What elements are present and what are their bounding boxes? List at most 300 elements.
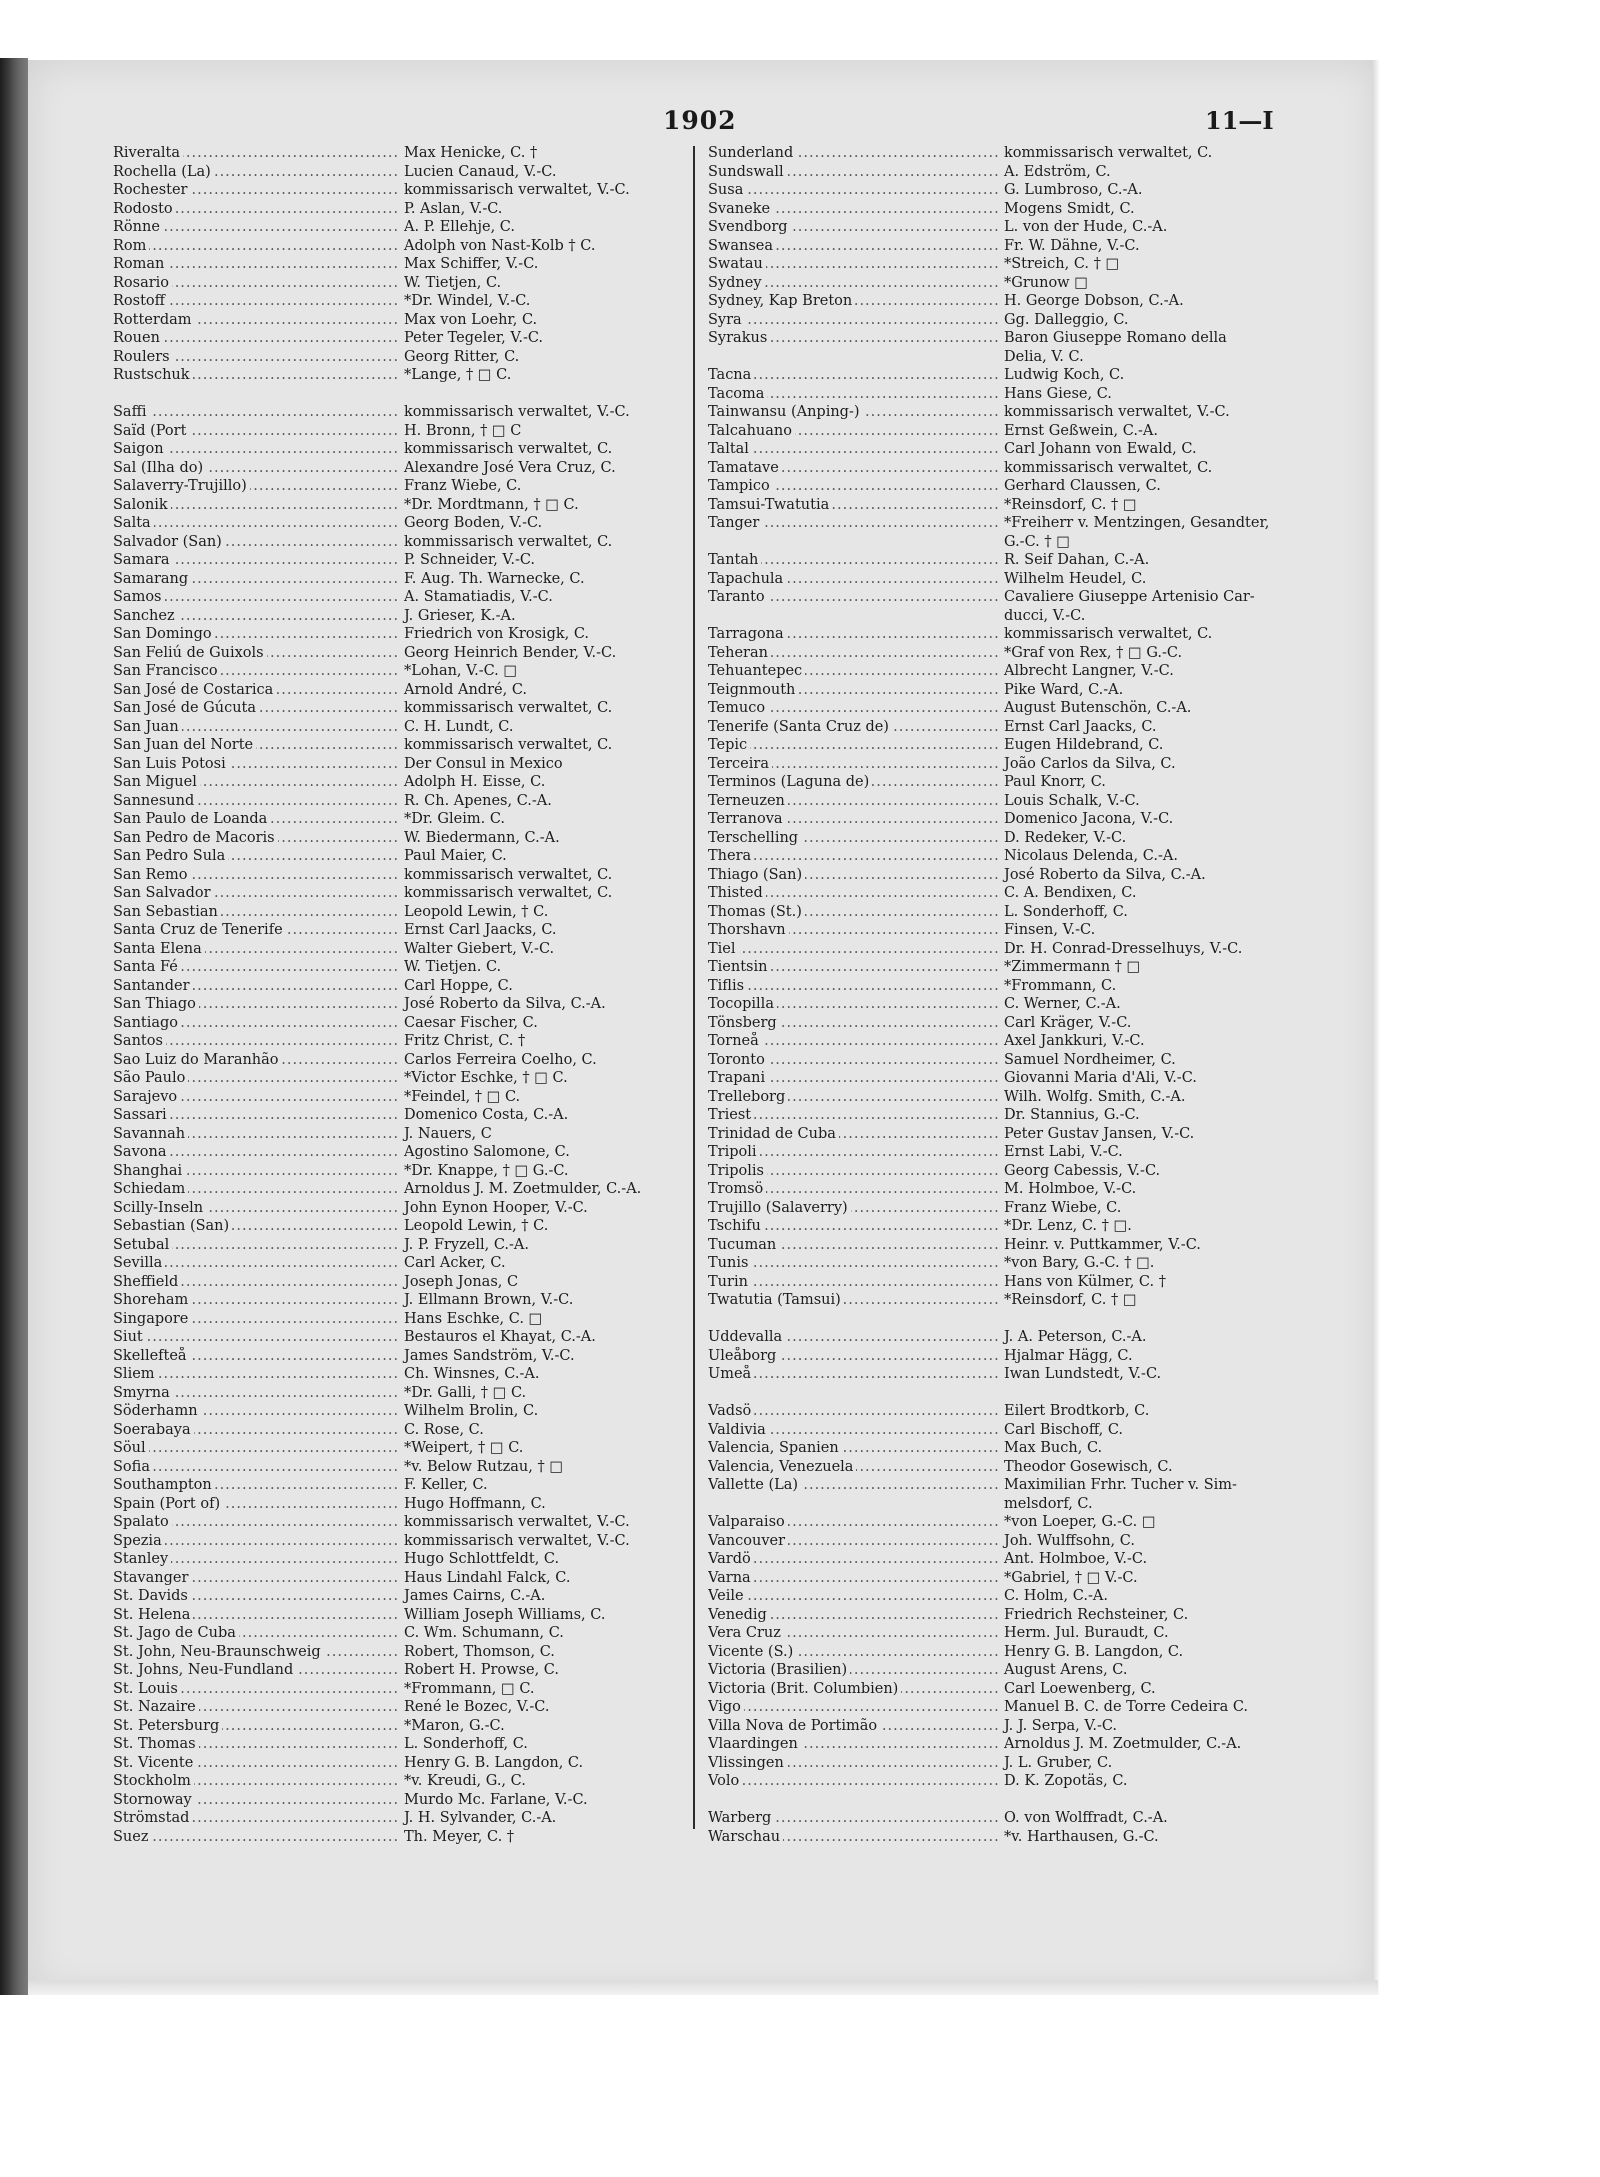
entry-consul: Caesar Fischer, C. bbox=[404, 1014, 538, 1031]
entry-place-text: Sal (Ilha do) bbox=[113, 460, 206, 476]
entry-place-text: Tamatave bbox=[708, 460, 782, 476]
entry-place bbox=[708, 274, 1000, 293]
entry-consul: Bestauros el Khayat, C.-A. bbox=[404, 1329, 596, 1345]
entry-place bbox=[708, 496, 1000, 515]
entry-place-text: Soerabaya bbox=[113, 1422, 194, 1438]
directory-entry bbox=[708, 1809, 1308, 1828]
directory-entry bbox=[708, 755, 1308, 774]
entry-consul: J. Ellmann Brown, V.-C. bbox=[404, 1292, 574, 1308]
directory-entry bbox=[708, 1236, 1308, 1255]
directory-entry bbox=[113, 311, 683, 330]
entry-place-text: Twatutia (Tamsui) bbox=[708, 1292, 844, 1308]
directory-entry bbox=[708, 1735, 1308, 1754]
entry-consul: Alexandre José Vera Cruz, C. bbox=[404, 459, 616, 476]
entry-place-text: Valdivia bbox=[708, 1422, 769, 1438]
entry-consul: Robert, Thomson, C. bbox=[404, 1643, 555, 1660]
directory-entry bbox=[708, 1439, 1308, 1458]
directory-entry bbox=[113, 1402, 683, 1421]
entry-place bbox=[113, 1606, 400, 1625]
directory-entry bbox=[113, 1088, 683, 1107]
directory-entry bbox=[113, 977, 683, 996]
entry-place-text: Tainwansu (Anping-) bbox=[708, 404, 863, 420]
directory-entry bbox=[708, 1014, 1308, 1033]
directory-entry bbox=[113, 1754, 683, 1773]
directory-entry bbox=[113, 1069, 683, 1088]
entry-consul: Manuel B. C. de Torre Cedeira C. bbox=[1004, 1699, 1249, 1715]
entry-place bbox=[113, 884, 400, 903]
entry-place bbox=[113, 1772, 400, 1791]
entry-place-text: Terneuzen bbox=[708, 793, 788, 809]
entry-place-text: Turin bbox=[708, 1274, 751, 1290]
entry-consul: C. Holm, C.-A. bbox=[1004, 1588, 1108, 1604]
directory-entry bbox=[708, 607, 1308, 626]
directory-entry bbox=[113, 866, 683, 885]
entry-consul: J. J. Serpa, V.-C. bbox=[1004, 1717, 1118, 1734]
entry-consul bbox=[1000, 1384, 1308, 1403]
entry-place bbox=[113, 1791, 400, 1810]
entry-place-text: Savona bbox=[113, 1144, 169, 1160]
entry-consul: melsdorf, C. bbox=[1004, 1495, 1093, 1512]
entry-place bbox=[708, 422, 1000, 441]
entry-consul: Franz Wiebe, C. bbox=[1004, 1199, 1122, 1216]
entry-place bbox=[708, 1051, 1000, 1070]
entry-consul: Giovanni Maria d'Ali, V.-C. bbox=[1004, 1070, 1197, 1086]
entry-place-text: Santa Cruz de Tenerife bbox=[113, 922, 286, 938]
entry-place bbox=[708, 1476, 1000, 1495]
entry-place bbox=[113, 1180, 400, 1199]
entry-place bbox=[708, 1106, 1000, 1125]
entry-place bbox=[113, 810, 400, 829]
entry-place bbox=[113, 422, 400, 441]
entry-place bbox=[708, 514, 1000, 533]
entry-consul: *Reinsdorf, C. † □ bbox=[1004, 496, 1137, 513]
directory-entry bbox=[708, 440, 1308, 459]
entry-place-text: Syra bbox=[708, 312, 745, 328]
directory-entry bbox=[708, 1643, 1308, 1662]
entry-consul: Agostino Salomone, C. bbox=[404, 1144, 570, 1160]
entry-place bbox=[113, 847, 400, 866]
directory-entry bbox=[708, 1143, 1308, 1162]
entry-place-text: St. Davids bbox=[113, 1588, 191, 1604]
entry-place-text: Warberg bbox=[708, 1810, 774, 1826]
entry-consul: J. H. Sylvander, C.-A. bbox=[404, 1810, 557, 1826]
entry-consul: P. Aslan, V.-C. bbox=[404, 200, 503, 217]
directory-entry bbox=[708, 200, 1308, 219]
directory-entry bbox=[708, 1754, 1308, 1773]
directory-entry bbox=[708, 903, 1308, 922]
entry-place bbox=[113, 995, 400, 1014]
entry-consul: F. Keller, C. bbox=[404, 1477, 488, 1493]
entry-place-text: San Francisco bbox=[113, 663, 221, 679]
left-column bbox=[113, 144, 683, 1846]
entry-consul: J. Grieser, K.-A. bbox=[404, 607, 516, 624]
entry-consul: Cavaliere Giuseppe Artenisio Car- bbox=[1004, 589, 1255, 605]
entry-place bbox=[113, 1513, 400, 1532]
directory-entry bbox=[113, 1476, 683, 1495]
entry-place bbox=[708, 1328, 1000, 1347]
directory-entry bbox=[113, 607, 683, 626]
entry-place bbox=[708, 1698, 1000, 1717]
directory-entry bbox=[708, 1365, 1308, 1384]
entry-place bbox=[708, 1199, 1000, 1218]
entry-place-text: Tiel bbox=[708, 941, 739, 957]
entry-place-text: Skellefteå bbox=[113, 1348, 190, 1364]
entry-place-text: Santander bbox=[113, 978, 193, 994]
entry-place bbox=[113, 403, 400, 422]
entry-place bbox=[708, 1365, 1000, 1384]
entry-consul: L. Sonderhoff, C. bbox=[404, 1736, 528, 1752]
entry-consul: Lucien Canaud, V.-C. bbox=[404, 163, 557, 180]
entry-place bbox=[113, 292, 400, 311]
entry-place bbox=[708, 699, 1000, 718]
entry-place-text: Tunis bbox=[708, 1255, 751, 1271]
entry-consul: Arnoldus J. M. Zoetmulder, C.-A. bbox=[1004, 1736, 1242, 1752]
directory-entry bbox=[113, 755, 683, 774]
directory-entry bbox=[708, 940, 1308, 959]
entry-consul: John Eynon Hooper, V.-C. bbox=[404, 1199, 588, 1216]
entry-place-text: São Paulo bbox=[113, 1070, 188, 1086]
entry-place-text: Sanchez bbox=[113, 608, 178, 624]
entry-consul: *Maron, G.-C. bbox=[404, 1717, 505, 1734]
entry-place-text: Uleåborg bbox=[708, 1348, 779, 1364]
entry-place bbox=[708, 1458, 1000, 1477]
entry-consul: José Roberto da Silva, C.-A. bbox=[1004, 866, 1206, 883]
entry-place bbox=[708, 1088, 1000, 1107]
entry-place bbox=[113, 1217, 400, 1236]
entry-place bbox=[708, 792, 1000, 811]
directory-entry bbox=[113, 1698, 683, 1717]
directory-entry bbox=[113, 921, 683, 940]
entry-consul: *Dr. Galli, † □ C. bbox=[404, 1384, 527, 1401]
entry-place-text: Vlissingen bbox=[708, 1755, 787, 1771]
entry-place-text: Tehuantepec bbox=[708, 663, 805, 679]
directory-entry bbox=[113, 1347, 683, 1366]
entry-consul: Georg Cabessis, V.-C. bbox=[1004, 1162, 1161, 1179]
entry-place bbox=[113, 1717, 400, 1736]
entry-place bbox=[708, 144, 1000, 163]
directory-entry bbox=[708, 292, 1308, 311]
entry-place bbox=[708, 1587, 1000, 1606]
directory-entry bbox=[113, 1513, 683, 1532]
entry-consul: kommissarisch verwaltet, C. bbox=[1004, 459, 1213, 476]
directory-entry bbox=[113, 200, 683, 219]
entry-place bbox=[113, 1143, 400, 1162]
entry-place bbox=[708, 1125, 1000, 1144]
directory-entry bbox=[113, 1791, 683, 1810]
directory-entry bbox=[113, 1236, 683, 1255]
entry-consul: Wilhelm Heudel, C. bbox=[1004, 570, 1147, 587]
entry-place-text: St. Thomas bbox=[113, 1736, 199, 1752]
entry-place bbox=[113, 662, 400, 681]
entry-place bbox=[708, 1532, 1000, 1551]
directory-entry bbox=[113, 144, 683, 163]
directory-entry bbox=[113, 1439, 683, 1458]
entry-consul: Baron Giuseppe Romano della bbox=[1004, 330, 1227, 346]
entry-place bbox=[708, 718, 1000, 737]
entry-place bbox=[113, 1088, 400, 1107]
entry-place bbox=[113, 348, 400, 367]
entry-consul: *Streich, C. † □ bbox=[1004, 256, 1120, 272]
directory-entry bbox=[113, 1365, 683, 1384]
directory-entry bbox=[708, 1624, 1308, 1643]
directory-entry bbox=[708, 829, 1308, 848]
directory-entry bbox=[113, 366, 683, 385]
entry-place bbox=[113, 958, 400, 977]
directory-entry bbox=[708, 1291, 1308, 1310]
entry-place bbox=[708, 1513, 1000, 1532]
entry-place bbox=[113, 921, 400, 940]
entry-consul: Georg Boden, V.-C. bbox=[404, 515, 543, 531]
entry-place-text: Swansea bbox=[708, 238, 776, 254]
entry-consul: Fr. W. Dähne, V.-C. bbox=[1004, 237, 1140, 254]
entry-place-text: St. Petersburg bbox=[113, 1718, 222, 1734]
entry-consul: Ch. Winsnes, C.-A. bbox=[404, 1366, 540, 1382]
entry-place-text: Valencia, Spanien bbox=[708, 1440, 842, 1456]
entry-consul: Georg Heinrich Bender, V.-C. bbox=[404, 644, 617, 661]
directory-entry bbox=[113, 459, 683, 478]
entry-place-text: San José de Costarica bbox=[113, 682, 276, 698]
entry-place bbox=[708, 1809, 1000, 1828]
directory-entry bbox=[113, 588, 683, 607]
entry-place bbox=[113, 1495, 400, 1514]
directory-entry bbox=[113, 1495, 683, 1514]
directory-entry bbox=[708, 792, 1308, 811]
directory-entry bbox=[113, 995, 683, 1014]
entry-consul: J. P. Fryzell, C.-A. bbox=[404, 1236, 530, 1253]
entry-place bbox=[708, 237, 1000, 256]
entry-place-text: Taltal bbox=[708, 441, 752, 457]
entry-place-text: Thera bbox=[708, 848, 754, 864]
entry-place bbox=[113, 1532, 400, 1551]
entry-place-text: Samara bbox=[113, 552, 173, 568]
entry-place-text: San Sebastian bbox=[113, 904, 221, 920]
entry-place bbox=[113, 440, 400, 459]
entry-place-text: Rosario bbox=[113, 275, 172, 291]
directory-entry bbox=[708, 218, 1308, 237]
directory-entry bbox=[113, 181, 683, 200]
entry-consul: René le Bozec, V.-C. bbox=[404, 1699, 550, 1715]
entry-place-text: Santos bbox=[113, 1033, 166, 1049]
entry-consul: Domenico Jacona, V.-C. bbox=[1004, 811, 1174, 827]
directory-entry bbox=[708, 255, 1308, 274]
entry-place bbox=[708, 810, 1000, 829]
entry-place bbox=[708, 477, 1000, 496]
directory-entry bbox=[113, 1624, 683, 1643]
entry-place-text: Tocopilla bbox=[708, 996, 777, 1012]
entry-place-text: Venedig bbox=[708, 1607, 770, 1623]
entry-consul: C. Wm. Schumann, C. bbox=[404, 1625, 564, 1641]
entry-place-text: Vancouver bbox=[708, 1533, 788, 1549]
entry-consul: *Graf von Rex, † □ G.-C. bbox=[1004, 644, 1183, 661]
entry-consul: kommissarisch verwaltet, V.-C. bbox=[404, 182, 630, 198]
directory-entry bbox=[113, 773, 683, 792]
entry-place bbox=[113, 1439, 400, 1458]
directory-entry bbox=[708, 1513, 1308, 1532]
entry-place-text: Tarragona bbox=[708, 626, 787, 642]
directory-entry bbox=[708, 1587, 1308, 1606]
directory-entry bbox=[708, 977, 1308, 996]
directory-entry bbox=[113, 1643, 683, 1662]
directory-entry bbox=[113, 1143, 683, 1162]
entry-consul: Murdo Mc. Farlane, V.-C. bbox=[404, 1791, 588, 1808]
directory-entry bbox=[708, 1550, 1308, 1569]
directory-entry bbox=[708, 477, 1308, 496]
entry-place bbox=[708, 366, 1000, 385]
entry-consul: Fritz Christ, C. † bbox=[404, 1033, 526, 1049]
directory-entry bbox=[708, 348, 1308, 367]
entry-consul: *v. Kreudi, G., C. bbox=[404, 1773, 526, 1789]
entry-consul: Ant. Holmboe, V.-C. bbox=[1004, 1551, 1148, 1567]
entry-place-text: Salta bbox=[113, 515, 154, 531]
entry-place-text: Tampico bbox=[708, 478, 773, 494]
entry-place-text: Tanger bbox=[708, 515, 762, 531]
entry-consul: Max Buch, C. bbox=[1004, 1440, 1103, 1456]
entry-consul: João Carlos da Silva, C. bbox=[1004, 755, 1176, 772]
entry-place-text: Trelleborg bbox=[708, 1089, 788, 1105]
entry-consul: ducci, V.-C. bbox=[1004, 607, 1086, 624]
entry-place-text: San Pedro Sula bbox=[113, 848, 228, 864]
entry-consul: *Gabriel, † □ V.-C. bbox=[1004, 1569, 1138, 1586]
entry-place-text: Stavanger bbox=[113, 1570, 191, 1586]
entry-consul: Iwan Lundstedt, V.-C. bbox=[1004, 1366, 1162, 1382]
entry-place bbox=[113, 681, 400, 700]
entry-consul: *v. Below Rutzau, † □ bbox=[404, 1458, 564, 1475]
entry-place-text: Sunderland bbox=[708, 145, 796, 161]
entry-place-text: San Paulo de Loanda bbox=[113, 811, 270, 827]
entry-place bbox=[113, 255, 400, 274]
entry-consul: Mogens Smidt, C. bbox=[1004, 200, 1135, 217]
entry-consul: Adolph von Nast-Kolb † C. bbox=[404, 237, 596, 254]
directory-entry bbox=[708, 644, 1308, 663]
entry-place-text: Singapore bbox=[113, 1311, 191, 1327]
entry-place bbox=[113, 644, 400, 663]
entry-consul: Louis Schalk, V.-C. bbox=[1004, 792, 1140, 809]
directory-entry bbox=[708, 773, 1308, 792]
entry-place bbox=[113, 1291, 400, 1310]
entry-place bbox=[708, 1421, 1000, 1440]
entry-place-text: Tucuman bbox=[708, 1237, 779, 1253]
directory-entry bbox=[708, 884, 1308, 903]
entry-place-text: Scilly-Inseln bbox=[113, 1200, 206, 1216]
entry-consul: Leopold Lewin, † C. bbox=[404, 903, 549, 920]
entry-place bbox=[113, 1051, 400, 1070]
directory-entry bbox=[113, 514, 683, 533]
entry-consul: August Butenschön, C.-A. bbox=[1004, 700, 1192, 716]
entry-place-text: Santa Fé bbox=[113, 959, 181, 975]
entry-place-text: Taranto bbox=[708, 589, 768, 605]
entry-consul: *Frommann, C. bbox=[1004, 977, 1117, 994]
entry-place-text: Trujillo (Salaverry) bbox=[708, 1200, 851, 1216]
entry-consul: Gg. Dalleggio, C. bbox=[1004, 311, 1129, 328]
entry-consul: D. K. Zopotäs, C. bbox=[1004, 1773, 1128, 1789]
entry-consul: August Arens, C. bbox=[1004, 1662, 1128, 1678]
entry-place bbox=[708, 200, 1000, 219]
directory-entry bbox=[113, 1032, 683, 1051]
entry-consul: C. A. Bendixen, C. bbox=[1004, 885, 1137, 901]
directory-entry bbox=[113, 533, 683, 552]
entry-place bbox=[113, 570, 400, 589]
entry-place-text: Tiflis bbox=[708, 978, 747, 994]
directory-entry bbox=[113, 255, 683, 274]
directory-entry bbox=[708, 274, 1308, 293]
entry-consul: Samuel Nordheimer, C. bbox=[1004, 1051, 1176, 1068]
entry-consul: Hugo Hoffmann, C. bbox=[404, 1495, 546, 1512]
entry-place bbox=[113, 607, 400, 626]
directory-entry bbox=[113, 1680, 683, 1699]
entry-consul: Albrecht Langner, V.-C. bbox=[1004, 663, 1174, 679]
directory-entry bbox=[113, 385, 683, 404]
entry-place bbox=[113, 533, 400, 552]
directory-entry bbox=[708, 736, 1308, 755]
entry-consul: *Weipert, † □ C. bbox=[404, 1440, 524, 1456]
entry-consul: *Feindel, † □ C. bbox=[404, 1088, 521, 1105]
scan-left-edge bbox=[0, 58, 28, 1995]
entry-place-text: Vigo bbox=[708, 1699, 744, 1715]
entry-place-text: Smyrna bbox=[113, 1385, 173, 1401]
entry-place-text: Talcahuano bbox=[708, 423, 795, 439]
entry-place-text: Salaverry-Trujillo) bbox=[113, 478, 250, 494]
directory-entry bbox=[113, 1772, 683, 1791]
entry-consul: Delia, V. C. bbox=[1004, 348, 1084, 365]
directory-entry bbox=[708, 551, 1308, 570]
entry-place bbox=[708, 847, 1000, 866]
directory-entry bbox=[113, 1828, 683, 1847]
entry-place bbox=[113, 866, 400, 885]
entry-place bbox=[708, 292, 1000, 311]
entry-place bbox=[113, 1125, 400, 1144]
entry-place-text: Riveralta bbox=[113, 145, 183, 161]
entry-consul: Carl Hoppe, C. bbox=[404, 977, 513, 994]
entry-place bbox=[113, 1680, 400, 1699]
entry-place-text: Susa bbox=[708, 182, 746, 198]
directory-entry bbox=[708, 1217, 1308, 1236]
entry-consul: *Grunow □ bbox=[1004, 274, 1088, 291]
entry-place bbox=[708, 995, 1000, 1014]
entry-consul: Georg Ritter, C. bbox=[404, 348, 520, 365]
entry-place-text: Tientsin bbox=[708, 959, 770, 975]
directory-entry bbox=[113, 1569, 683, 1588]
entry-consul: Herm. Jul. Buraudt, C. bbox=[1004, 1625, 1169, 1641]
directory-entry bbox=[708, 1680, 1308, 1699]
entry-place-text: San Feliú de Guixols bbox=[113, 645, 267, 661]
entry-consul: Haus Lindahl Falck, C. bbox=[404, 1569, 571, 1586]
entry-place-text: Shoreham bbox=[113, 1292, 191, 1308]
entry-consul: kommissarisch verwaltet, C. bbox=[404, 866, 613, 883]
entry-place bbox=[708, 1735, 1000, 1754]
entry-consul: *Dr. Windel, V.-C. bbox=[404, 293, 531, 309]
directory-entry bbox=[113, 718, 683, 737]
entry-place-text: Stornoway bbox=[113, 1792, 195, 1808]
entry-place-text: Sebastian (San) bbox=[113, 1218, 232, 1234]
entry-place bbox=[113, 1347, 400, 1366]
entry-place bbox=[113, 274, 400, 293]
entry-consul: L. Sonderhoff, C. bbox=[1004, 903, 1128, 920]
entry-consul: C. Rose, C. bbox=[404, 1421, 484, 1438]
entry-place bbox=[113, 329, 400, 348]
directory-entry bbox=[113, 1273, 683, 1292]
entry-place bbox=[113, 1754, 400, 1773]
entry-place-text: Thorshavn bbox=[708, 922, 789, 938]
entry-consul: Paul Knorr, C. bbox=[1004, 774, 1106, 790]
entry-place bbox=[708, 403, 1000, 422]
entry-place bbox=[708, 1217, 1000, 1236]
entry-consul: *von Loeper, G.-C. □ bbox=[1004, 1514, 1156, 1530]
entry-place bbox=[113, 366, 400, 385]
entry-consul: kommissarisch verwaltet, V.-C. bbox=[1004, 404, 1230, 420]
entry-place-text: Tepic bbox=[708, 737, 750, 753]
directory-entry bbox=[708, 1273, 1308, 1292]
directory-entry bbox=[113, 440, 683, 459]
